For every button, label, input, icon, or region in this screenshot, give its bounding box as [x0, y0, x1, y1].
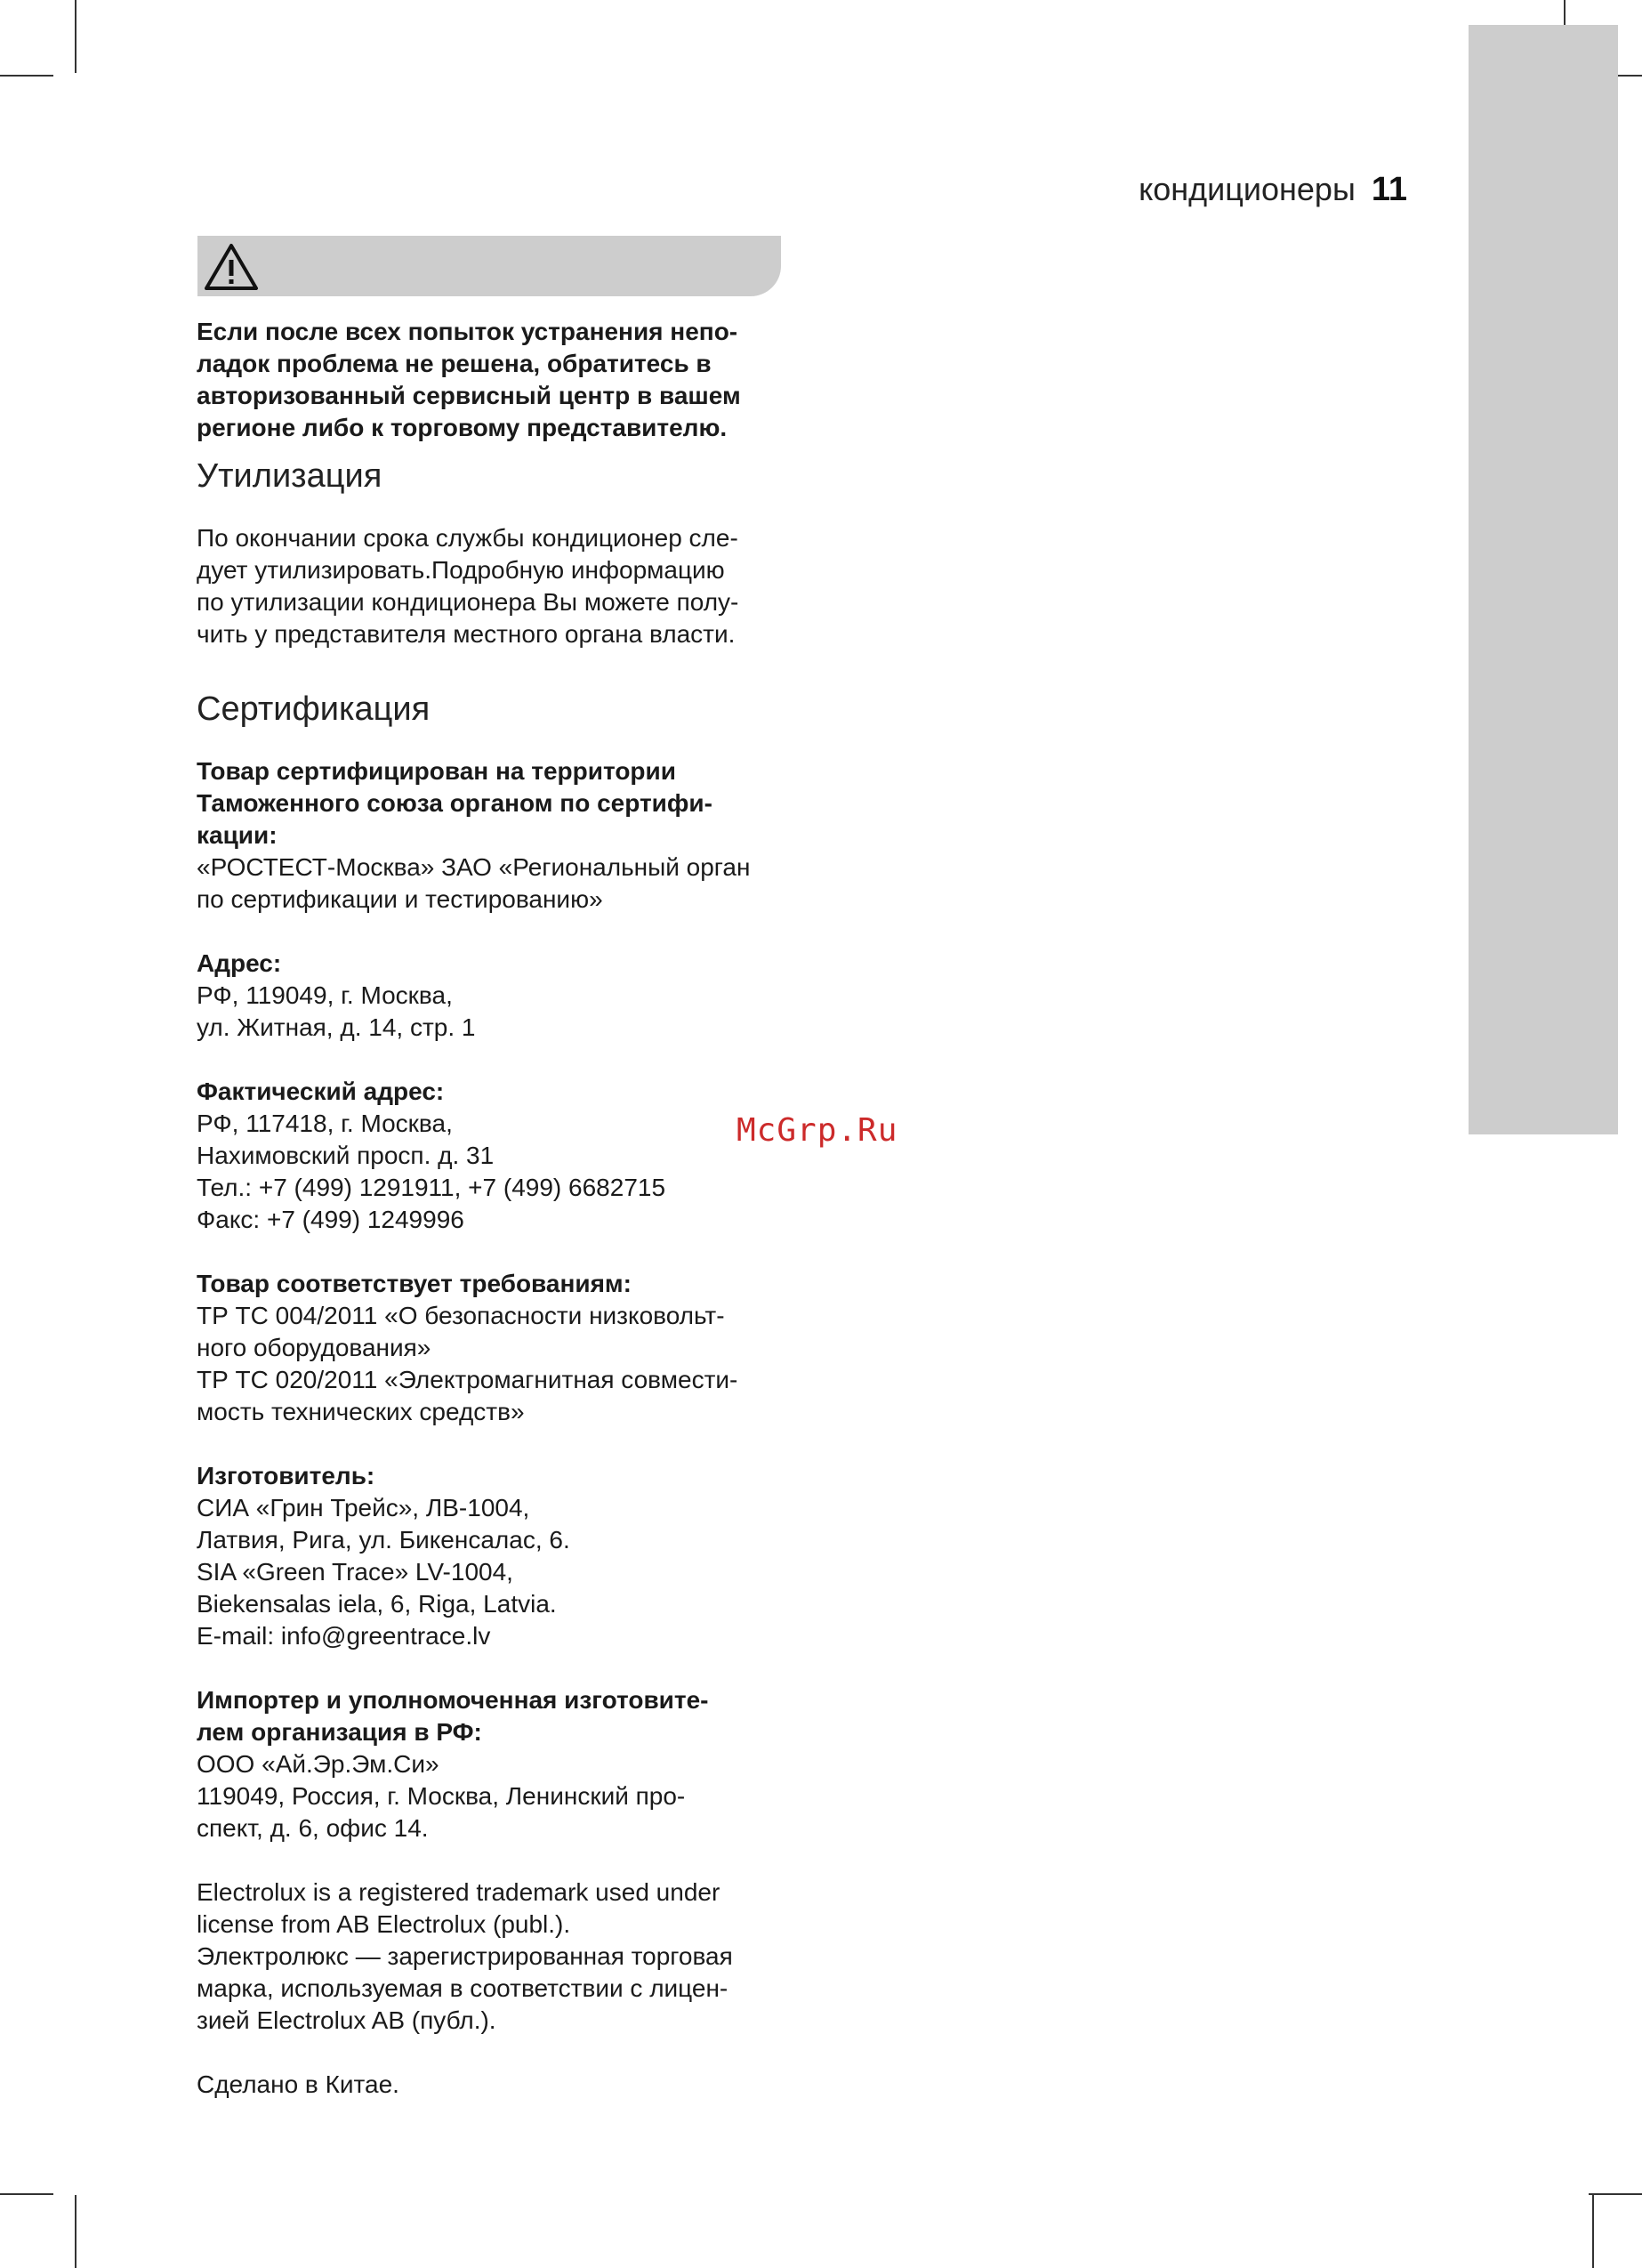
text-line: Нахимовский просп. д. 31 — [197, 1142, 495, 1169]
importer-block — [197, 1684, 784, 1844]
main-column — [197, 316, 784, 2101]
manufacturer-block — [197, 1460, 784, 1652]
crop-mark — [1592, 2195, 1594, 2268]
text-line: дует утилизировать.Подробную информацию — [197, 556, 725, 584]
text-line: РФ, 117418, г. Москва, — [197, 1110, 453, 1137]
cert-body-block — [197, 755, 784, 916]
text-line: SIA «Green Trace» LV-1004, — [197, 1558, 513, 1586]
text-line: по утилизации кондиционера Вы можете полу- — [197, 588, 739, 616]
address-text — [197, 980, 784, 1044]
text-line: чить у представителя местного органа власти. — [197, 620, 736, 648]
section-title: кондиционеры — [1139, 171, 1356, 207]
crop-mark — [75, 2195, 76, 2268]
actual-address-text — [197, 1108, 784, 1236]
text-line: Факс: +7 (499) 1249996 — [197, 1206, 464, 1233]
text-line: Товар соответствует требованиям: — [197, 1270, 632, 1297]
text-line: по сертификации и тестированию» — [197, 885, 603, 913]
crop-mark — [75, 0, 76, 73]
warning-triangle-icon — [203, 242, 260, 292]
watermark: McGrp.Ru — [736, 1112, 898, 1149]
text-line: марка, используемая в соответствии с лицен- — [197, 1974, 728, 2002]
text-line: Фактический адрес: — [197, 1078, 445, 1105]
text-line: регионе либо к торговому представителю. — [197, 414, 728, 441]
text-line: Biekensalas iela, 6, Riga, Latvia. — [197, 1590, 557, 1618]
actual-address-label — [197, 1076, 784, 1108]
certification-heading: Сертификация — [197, 690, 431, 728]
text-line: ООО «Ай.Эр.Эм.Си» — [197, 1750, 439, 1778]
text-line: Импортер и уполномоченная изготовите- — [197, 1686, 709, 1714]
trademark-text — [197, 1877, 784, 2037]
text-line: Электролюкс — зарегистрированная торговая — [197, 1942, 733, 1970]
text-line: ладок проблема не решена, обратитесь в — [197, 350, 712, 377]
text-line: лем организация в РФ: — [197, 1718, 482, 1746]
text-line: ного оборудования» — [197, 1334, 431, 1361]
text-line: license from AB Electrolux (publ.). — [197, 1910, 571, 1938]
chapter-side-tab — [1469, 25, 1618, 1134]
cert-body-label — [197, 755, 784, 852]
crop-mark — [1589, 2193, 1642, 2195]
text-line: СИА «Грин Трейс», ЛВ-1004, — [197, 1494, 530, 1521]
cert-body-text — [197, 852, 784, 916]
text-line: 119049, Россия, г. Москва, Ленинский про- — [197, 1782, 686, 1810]
disposal-heading: Утилизация — [197, 457, 382, 495]
text-line: РФ, 119049, г. Москва, — [197, 981, 453, 1009]
text-line: Тел.: +7 (499) 1291911, +7 (499) 6682715 — [197, 1174, 666, 1201]
crop-mark — [0, 75, 53, 77]
text-line: мость технических средств» — [197, 1398, 525, 1425]
requirements-block — [197, 1268, 784, 1428]
text-line: Сделано в Китае. — [197, 2070, 399, 2098]
text-line: авторизованный сервисный центр в вашем — [197, 382, 741, 409]
text-line: ул. Житная, д. 14, стр. 1 — [197, 1013, 476, 1041]
address-block — [197, 948, 784, 1044]
text-line: Изготовитель: — [197, 1462, 375, 1489]
warning-banner — [197, 236, 781, 296]
importer-label — [197, 1684, 784, 1748]
page-number: 11 — [1371, 171, 1407, 208]
text-line: Electrolux is a registered trademark used under — [197, 1878, 720, 1906]
manufacturer-label — [197, 1460, 784, 1492]
requirements-label — [197, 1268, 784, 1300]
actual-address-block — [197, 1076, 784, 1236]
text-line: ТР ТС 004/2011 «О безопасности низковольт- — [197, 1302, 725, 1329]
address-label — [197, 948, 784, 980]
text-line: Латвия, Рига, ул. Бикенсалас, 6. — [197, 1526, 570, 1554]
text-line: Товар сертифицирован на территории — [197, 757, 676, 785]
text-line: ТР ТС 020/2011 «Электромагнитная совмести- — [197, 1366, 738, 1393]
text-line: Адрес: — [197, 949, 282, 977]
text-line: E-mail: info@greentrace.lv — [197, 1622, 491, 1650]
text-line: По окончании срока службы кондиционер сле- — [197, 524, 738, 552]
importer-text — [197, 1748, 784, 1844]
warning-text — [197, 316, 784, 444]
text-line: зией Electrolux AB (публ.). — [197, 2006, 496, 2034]
text-line: Если после всех попыток устранения непо- — [197, 318, 738, 345]
disposal-text — [197, 522, 784, 650]
page-header — [1139, 171, 1407, 209]
text-line: кации: — [197, 821, 278, 849]
text-line: Таможенного союза органом по сертифи- — [197, 789, 712, 817]
manufacturer-text — [197, 1492, 784, 1652]
crop-mark — [0, 2193, 53, 2195]
text-line: «РОСТЕСТ-Москва» ЗАО «Региональный орган — [197, 853, 751, 881]
made-in-text — [197, 2069, 784, 2101]
text-line: спект, д. 6, офис 14. — [197, 1814, 429, 1842]
requirements-text — [197, 1300, 784, 1428]
